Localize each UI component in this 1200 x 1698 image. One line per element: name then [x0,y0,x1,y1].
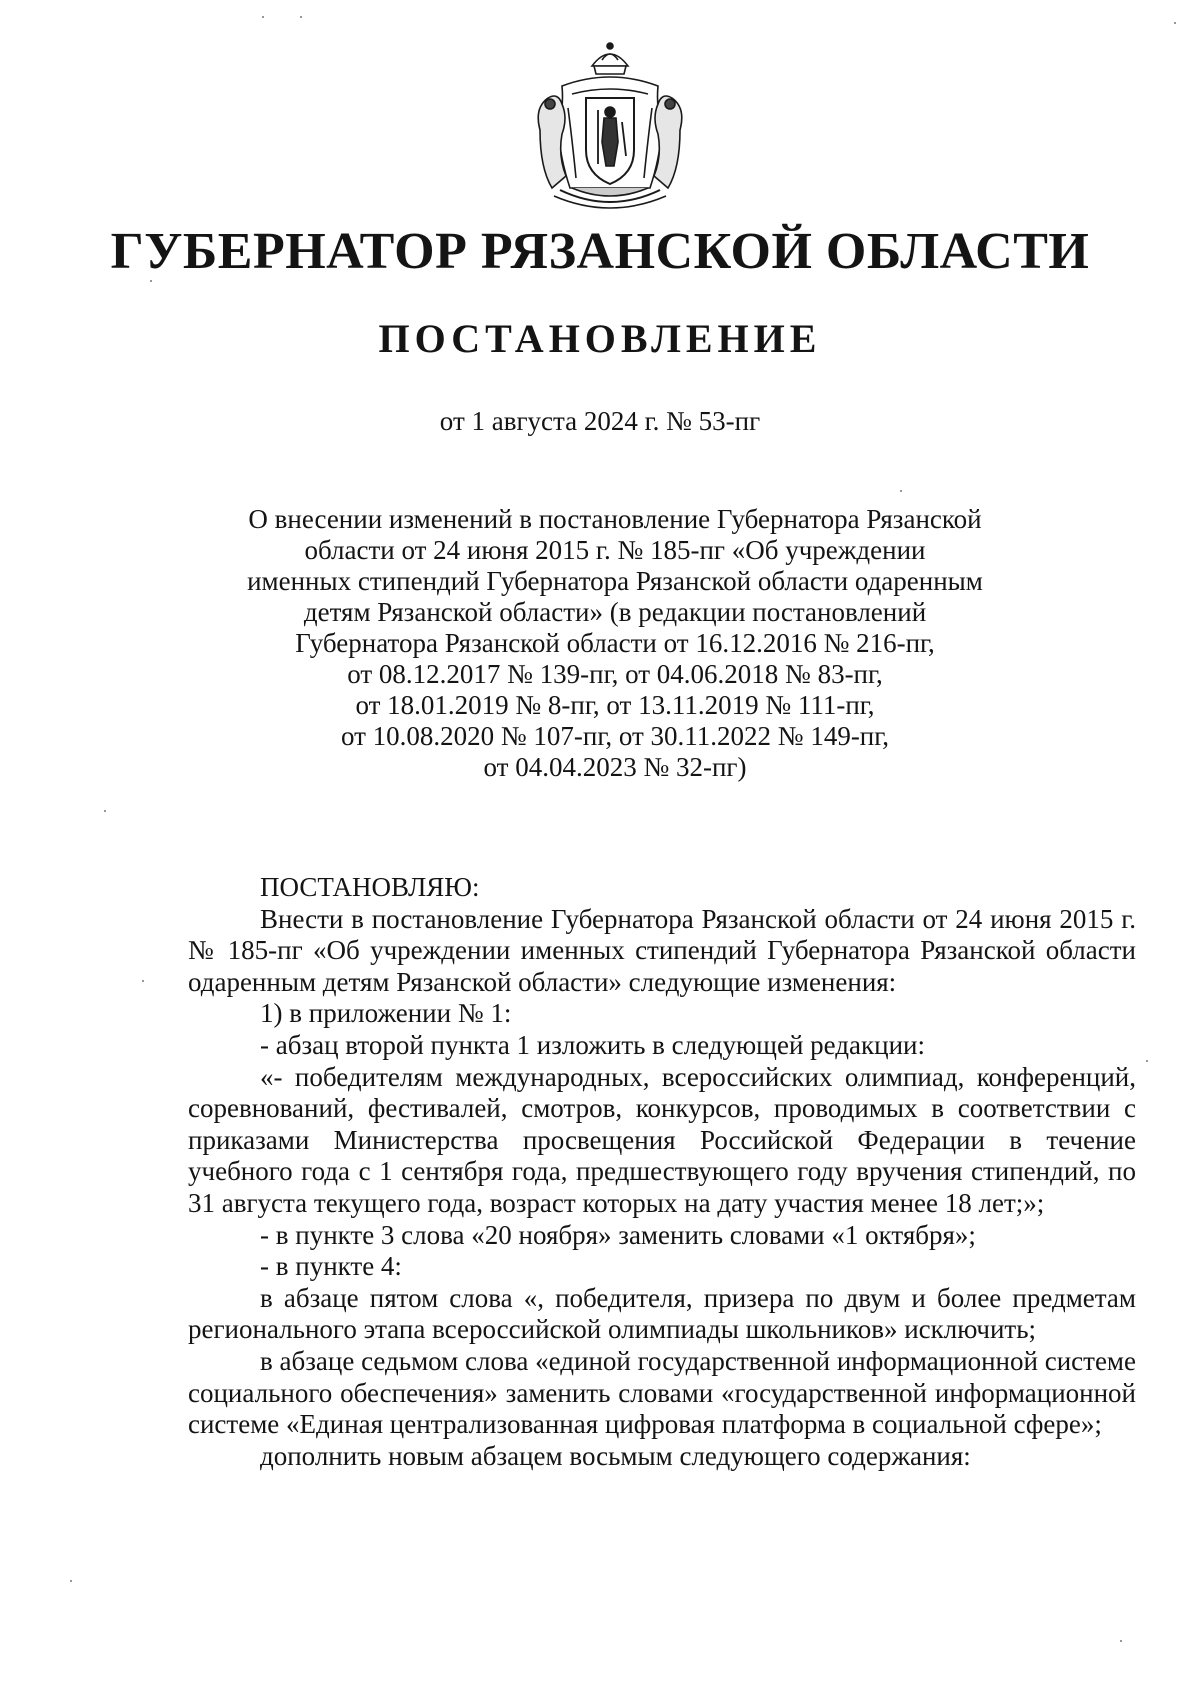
subject-line: Губернатора Рязанской области от 16.12.2016 № 216-пг, [295,628,935,658]
scan-speck [1146,1060,1148,1062]
body-paragraph: дополнить новым абзацем восьмым следующего содержания: [260,1440,971,1471]
scan-speck [70,1580,72,1582]
subject-line: от 08.12.2017 № 139-пг, от 04.06.2018 № 83-пг, [347,659,883,689]
body-paragraph: - в пункте 3 слова «20 ноября» заменить словами «1 октября»; [260,1219,976,1250]
scan-speck [150,280,152,282]
document-date-number: от 1 августа 2024 г. № 53-пг [439,406,761,436]
body-paragraph: 1) в приложении № 1: [260,998,512,1029]
scan-speck [900,490,902,492]
document-subject [230,504,1000,783]
scan-speck [262,16,264,18]
body-paragraph: Внести в постановление Губернатора Рязанской области от 24 июня 2015 г. № 185-пг «Об учреждении именных стипендий Губернатора Рязанской области одаренным детям Рязанской области» следующие изменения: [188,903,1136,997]
body-paragraph: «- победителям международных, всероссийских олимпиад, конференций, соревнований, фестивалей, смотров, конкурсов, проводимых в соответствии с приказами Министерства просвещения Российской Федерации в течение учебного года с 1 сентября года, предшествующего году вручения стипендий, по 31 августа текущего года, возраст которых на дату участия менее 18 лет;»; [188,1061,1136,1218]
subject-line: от 04.04.2023 № 32-пг) [483,752,747,782]
scan-speck [1120,1640,1122,1642]
subject-line: от 10.08.2020 № 107-пг, от 30.11.2022 № 149-пг, [340,721,890,751]
body-paragraph: - абзац второй пункта 1 изложить в следующей редакции: [260,1029,925,1060]
subject-line: именных стипендий Губернатора Рязанской области одаренным [247,566,983,596]
scan-speck [300,16,302,18]
document-type-heading: ПОСТАНОВЛЕНИЕ [378,316,822,361]
scan-speck [142,980,144,982]
body-paragraph: в абзаце пятом слова «, победителя, призера по двум и более предметам регионального этапа всероссийской олимпиады школьников» исключить; [188,1282,1136,1345]
ryazan-coat-of-arms-icon [532,38,688,218]
scan-speck [1174,22,1176,24]
subject-line: детям Рязанской области» (в редакции постановлений [303,597,927,627]
issuing-authority-title: ГУБЕРНАТОР РЯЗАНСКОЙ ОБЛАСТИ [110,223,1090,280]
document-body [188,872,1136,1472]
decree-word: ПОСТАНОВЛЯЮ: [260,872,480,902]
body-paragraph: в абзаце седьмом слова «единой государственной информационной системе социального обеспечения» заменить словами «государственной информационной системе «Единая централизованная цифровая платформа в социальной сфере»; [188,1345,1136,1440]
body-paragraph: - в пункте 4: [260,1251,402,1282]
subject-line: области от 24 июня 2015 г. № 185-пг «Об учреждении [304,535,926,565]
subject-line: О внесении изменений в постановление Губернатора Рязанской [248,504,982,534]
scan-speck [104,810,106,812]
subject-line: от 18.01.2019 № 8-пг, от 13.11.2019 № 111-пг, [355,690,875,720]
